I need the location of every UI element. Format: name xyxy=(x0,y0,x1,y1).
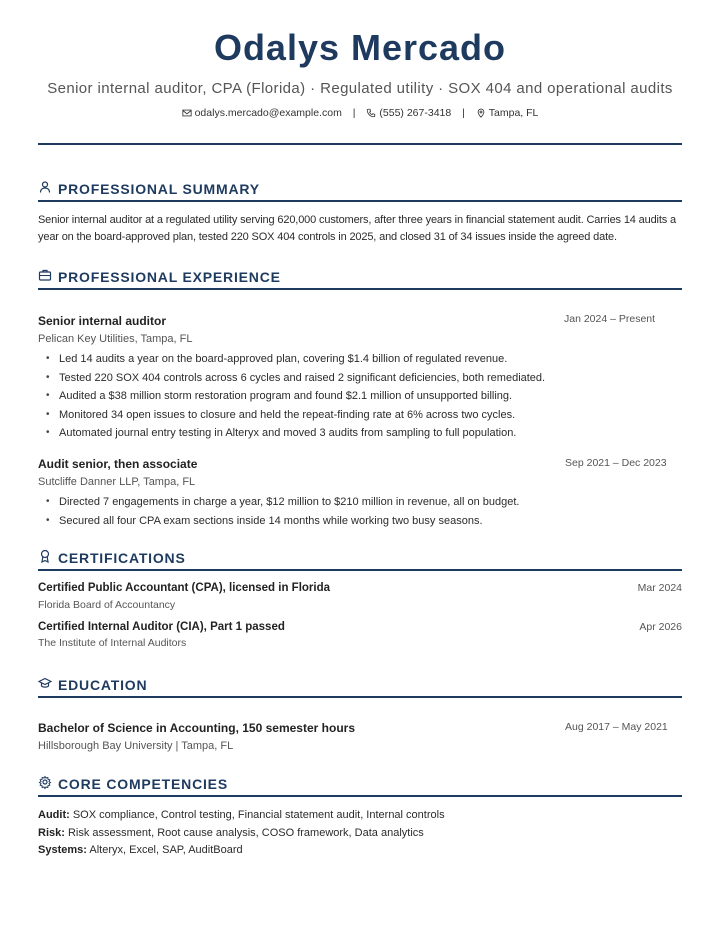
list-item: • Directed 7 engagements in charge a year, $12 million to $210 million in revenue, all on budget. xyxy=(38,493,519,512)
section-title: PROFESSIONAL SUMMARY xyxy=(58,181,260,197)
contact-separator: | xyxy=(352,107,356,119)
section-title: EDUCATION xyxy=(58,677,148,693)
section-header xyxy=(38,674,682,698)
certification-date: Apr 2026 xyxy=(639,621,682,633)
job-bullets xyxy=(38,350,545,443)
section-title: CERTIFICATIONS xyxy=(58,550,186,566)
section-header xyxy=(38,266,682,290)
list-item: • Secured all four CPA exam sections inside 14 months while working two busy seasons. xyxy=(38,512,519,531)
job-bullets xyxy=(38,493,519,530)
email-icon xyxy=(182,107,195,119)
section-title: CORE COMPETENCIES xyxy=(58,776,228,792)
email-link[interactable]: odalys.mercado@example.com xyxy=(194,107,342,119)
competencies-section xyxy=(38,773,682,797)
location-icon xyxy=(476,107,489,119)
competency-value: Alteryx, Excel, SAP, AuditBoard xyxy=(89,844,243,856)
certification-date: Mar 2024 xyxy=(637,582,682,594)
competency-value: SOX compliance, Control testing, Financial statement audit, Internal controls xyxy=(72,809,445,821)
briefcase-icon xyxy=(38,268,58,287)
job-title: Senior internal auditor xyxy=(38,314,167,328)
competency-label: Systems: xyxy=(38,844,87,856)
job-date: Jan 2024 – Present xyxy=(564,313,656,325)
list-item: • Automated journal entry testing in Alteryx and moved 3 audits from sampling to full population. xyxy=(38,424,545,443)
list-item: • Monitored 34 open issues to closure and held the repeat-finding rate at 6% across two cycles. xyxy=(38,406,545,425)
job-organization: Pelican Key Utilities, Tampa, FL xyxy=(38,333,193,345)
section-title: PROFESSIONAL EXPERIENCE xyxy=(58,269,281,285)
competency-row xyxy=(38,827,424,839)
summary-section xyxy=(38,178,682,202)
competency-row xyxy=(38,809,445,821)
competency-label: Audit: xyxy=(38,809,70,821)
education-section xyxy=(38,674,682,698)
section-header xyxy=(38,178,682,202)
competency-row xyxy=(38,844,243,856)
tagline: Senior internal auditor, CPA (Florida) · Regulated utility · SOX 404 and operational audits xyxy=(47,80,673,97)
certification-name: Certified Internal Auditor (CIA), Part 1 passed xyxy=(38,621,285,633)
job-date: Sep 2021 – Dec 2023 xyxy=(565,457,667,469)
certification-issuer: The Institute of Internal Auditors xyxy=(38,637,187,649)
education-date: Aug 2017 – May 2021 xyxy=(565,721,668,733)
certifications-section xyxy=(38,547,682,571)
contact-separator: | xyxy=(462,107,465,119)
list-item: • Led 14 audits a year on the board-approved plan, covering $1.4 billion of regulated revenue. xyxy=(38,350,545,369)
candidate-name: Odalys Mercado xyxy=(213,27,507,68)
certification-issuer: Florida Board of Accountancy xyxy=(38,599,176,611)
degree: Bachelor of Science in Accounting, 150 semester hours xyxy=(38,721,355,735)
section-header xyxy=(38,547,682,571)
gear-icon xyxy=(38,775,58,794)
graduation-cap-icon xyxy=(38,676,58,695)
contact-line xyxy=(38,107,682,119)
list-item: • Audited a $38 million storm restoration program and found $2.1 million of unsupported billing. xyxy=(38,387,545,406)
competency-label: Risk: xyxy=(38,827,65,839)
section-header xyxy=(38,773,682,797)
summary-text: Senior internal auditor at a regulated utility serving 620,000 customers, after three years in financial statement audit. Carries 14 audits a year on the board-approved plan, tested 220 SOX 404 controls in 2025, and closed 31 of 34 issues inside the agreed date. xyxy=(38,214,676,243)
job-organization: Sutcliffe Danner LLP, Tampa, FL xyxy=(38,476,196,488)
phone-link[interactable]: (555) 267-3418 xyxy=(379,107,452,119)
school: Hillsborough Bay University | Tampa, FL xyxy=(38,740,234,752)
certification-name: Certified Public Accountant (CPA), licensed in Florida xyxy=(38,582,331,594)
experience-section xyxy=(38,266,682,290)
competency-value: Risk assessment, Root cause analysis, COSO framework, Data analytics xyxy=(67,827,424,839)
phone-icon xyxy=(366,107,379,119)
header-divider xyxy=(38,143,682,145)
job-title: Audit senior, then associate xyxy=(38,457,198,471)
location-text: Tampa, FL xyxy=(488,107,539,119)
person-icon xyxy=(38,180,58,199)
award-icon xyxy=(38,549,58,568)
list-item: • Tested 220 SOX 404 controls across 6 cycles and raised 2 significant deficiencies, both remediated. xyxy=(38,369,545,388)
